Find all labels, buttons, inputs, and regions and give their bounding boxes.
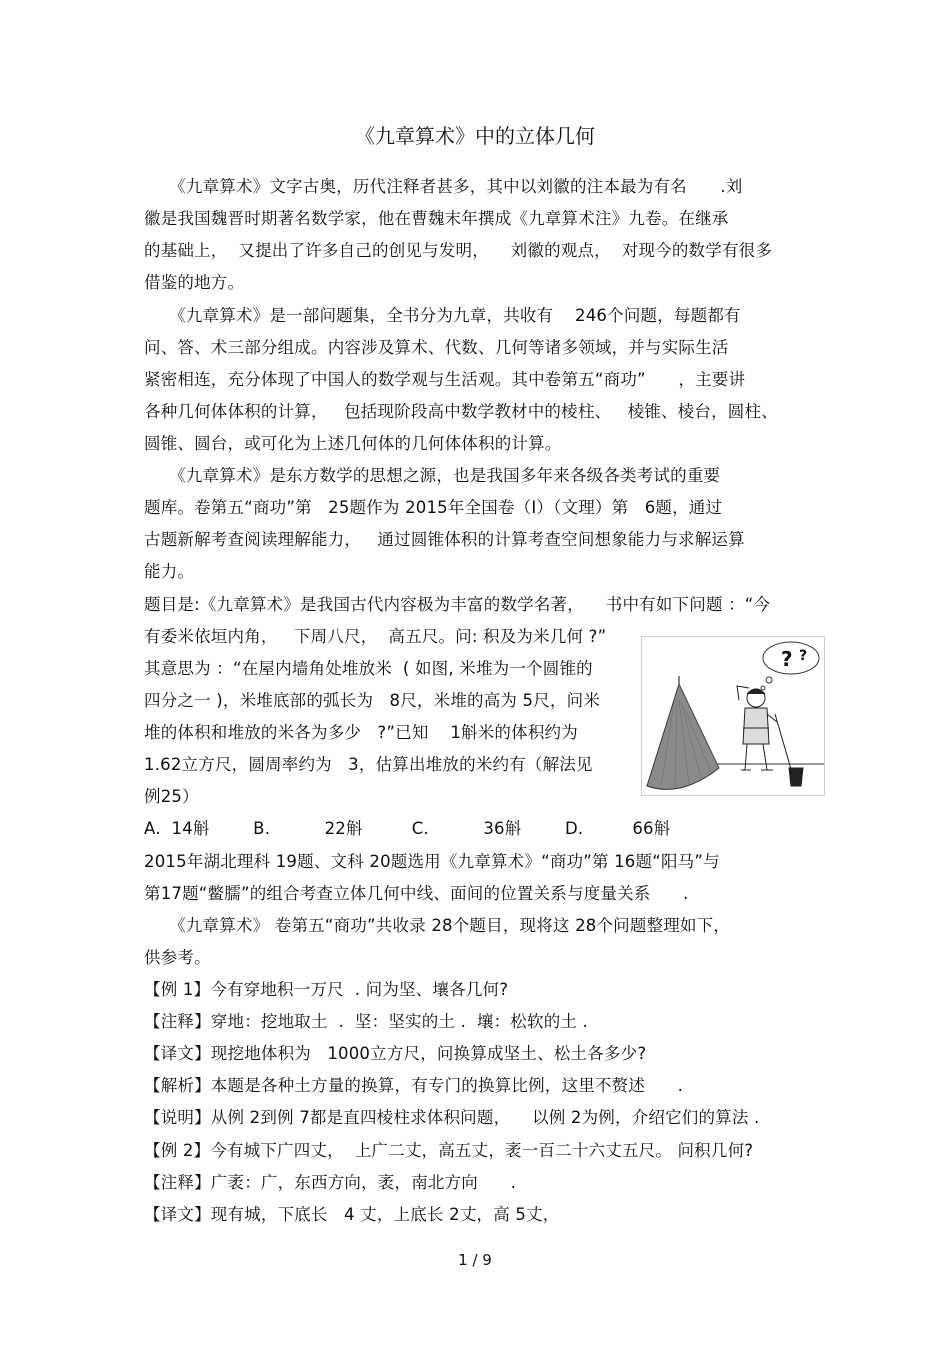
text-line: 能力。 bbox=[144, 562, 195, 581]
text-line: 《九章算术》 卷第五“商功”共收录 28个题目，现将这 28个问题整理如下， bbox=[144, 916, 731, 935]
text-line: 供参考。 bbox=[144, 948, 211, 967]
text-line: 【译文】现挖地体积为 1000立方尺，问换算成坚土、松土各多少? bbox=[144, 1044, 647, 1063]
rice-pile-figure bbox=[641, 636, 825, 796]
page-number: 1 / 9 bbox=[458, 1251, 492, 1269]
text-line: 《九章算术》是一部问题集，全书分为九章，共收有 246个问题，每题都有 bbox=[144, 306, 741, 325]
text-line: 【说明】从例 2到例 7都是直四棱柱求体积问题， 以例 2为例，介绍它们的算法 . bbox=[144, 1108, 760, 1127]
text-line: 的基础上， 又提出了许多自己的创见与发明， 刘徽的观点， 对现今的数学有很多 bbox=[144, 241, 773, 260]
text-line: 徽是我国魏晋时期著名数学家，他在曹魏末年撰成《九章算术注》九卷。在继承 bbox=[144, 209, 729, 228]
man-body bbox=[743, 708, 769, 744]
text-line: 问、答、术三部分组成。内容涉及算术、代数、几何等诸多领域，并与实际生活 bbox=[144, 338, 729, 357]
text-line: 【注释】穿地：挖地取土 . 坚：坚实的土 . 壤：松软的土 . bbox=[144, 1012, 588, 1031]
text-line: 《九章算术》是东方数学的思想之源，也是我国多年来各级各类考试的重要 bbox=[144, 466, 721, 485]
text-line: 【注释】广袤：广，东西方向，袤，南北方向 . bbox=[144, 1173, 517, 1192]
text-line: 题库。卷第五“商功”第 25题作为 2015年全国卷（Ⅰ）（文理）第 6题，通过 bbox=[144, 498, 723, 517]
text-line: 紧密相连，充分体现了中国人的数学观与生活观。其中卷第五“商功” ，主要讲 bbox=[144, 370, 746, 389]
text-line: 有委米依垣内角， 下周八尺， 高五尺。问: 积及为米几何 ?” bbox=[144, 627, 607, 646]
page-title: 《九章算术》中的立体几何 bbox=[355, 124, 595, 148]
text-line: 1.62立方尺，圆周率约为 3，估算出堆放的米约有（解法见 bbox=[144, 755, 593, 774]
text-line: 【译文】现有城，下底长 4 丈，上底长 2丈，高 5丈， bbox=[144, 1205, 560, 1224]
text-line: 其意思为 ：“在屋内墙角处堆放米 ( 如图, 米堆为一个圆锥的 bbox=[144, 659, 593, 678]
shovel-blade bbox=[789, 768, 803, 786]
answer-options: A. 14斛 B. 22斛 C. 36斛 D. 66斛 bbox=[144, 819, 671, 838]
text-line: 借鉴的地方。 bbox=[144, 273, 245, 292]
text-line: 《九章算术》文字古奥，历代注释者甚多，其中以刘徽的注本最为有名 .刘 bbox=[144, 177, 743, 196]
text-line: 【例 2】今有城下广四丈， 上广二丈，高五丈，袤一百二十六丈五尺。 问积几何? bbox=[144, 1141, 754, 1160]
text-line: 2015年湖北理科 19题、文科 20题选用《九章算术》“商功”第 16题“阳马”与 bbox=[144, 852, 720, 871]
text-line: 圆锥、圆台，或可化为上述几何体的几何体体积的计算。 bbox=[144, 434, 562, 453]
text-line: 第17题“鳖臑”的组合考查立体几何中线、面间的位置关系与度量关系 . bbox=[144, 884, 689, 903]
text-line: 各种几何体体积的计算， 包括现阶段高中数学教材中的棱柱、 棱锥、棱台，圆柱、 bbox=[144, 402, 778, 421]
text-line: 例25） bbox=[144, 787, 199, 806]
question-mark-icon: ? bbox=[781, 647, 793, 671]
question-mark-icon: ? bbox=[799, 648, 808, 664]
text-line: 【解析】本题是各种土方量的换算，有专门的换算比例，这里不赘述 . bbox=[144, 1076, 684, 1095]
text-line: 四分之一 )，米堆底部的弧长为 8尺，米堆的高为 5尺，问米 bbox=[144, 691, 601, 710]
rice-pile-illustration bbox=[641, 636, 825, 796]
text-line: 堆的体积和堆放的米各为多少 ?”已知 1斛米的体积约为 bbox=[144, 723, 578, 742]
text-line: 【例 1】今有穿地积一万尺 . 问为坚、壤各几何? bbox=[144, 980, 509, 999]
text-line: 题目是:《九章算术》是我国古代内容极为丰富的数学名著， 书中有如下问题 ：“今 bbox=[144, 595, 771, 614]
text-line: 古题新解考查阅读理解能力， 通过圆锥体积的计算考查空间想象能力与求解运算 bbox=[144, 530, 745, 549]
